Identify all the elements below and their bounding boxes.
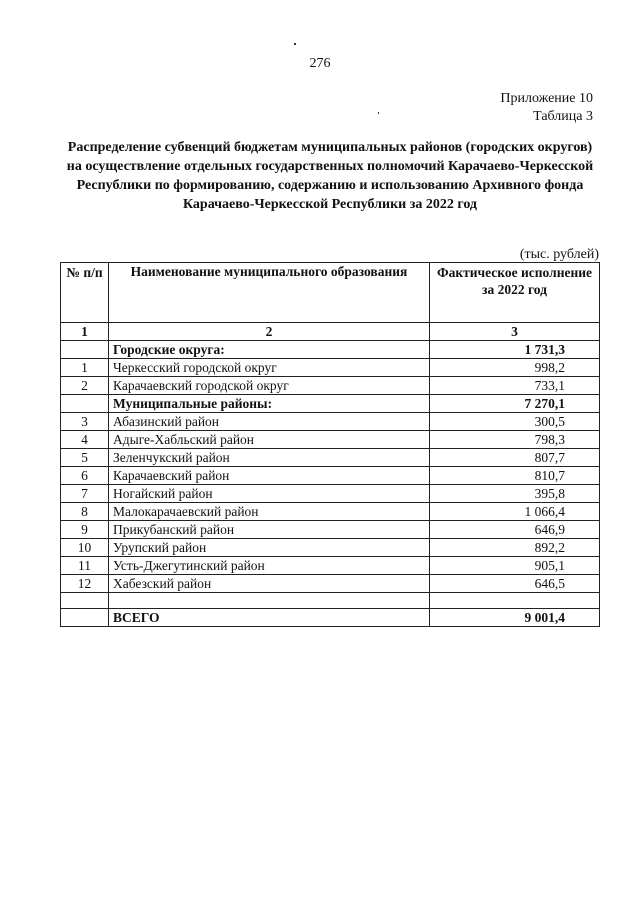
row-value: 810,7 — [430, 467, 600, 485]
row-name: Малокарачаевский район — [109, 503, 430, 521]
row-num: 1 — [61, 359, 109, 377]
row-name: Хабезский район — [109, 575, 430, 593]
table-row — [61, 467, 600, 485]
table-row — [61, 449, 600, 467]
row-num: 10 — [61, 539, 109, 557]
row-num: 3 — [61, 413, 109, 431]
row-value: 395,8 — [430, 485, 600, 503]
row-num: 7 — [61, 485, 109, 503]
row-name: Абазинский район — [109, 413, 430, 431]
column-number-row — [61, 323, 600, 341]
row-value: 892,2 — [430, 539, 600, 557]
table-row — [61, 377, 600, 395]
row-num: 9 — [61, 521, 109, 539]
row-name: Черкесский городской округ — [109, 359, 430, 377]
document-title: Распределение субвенций бюджетам муниципальных районов (городских округов) на осуществление отдельных государственных полномочий Карачаево-Черкесской Республики по формированию, содержанию и использованию Архивного фонда Карачаево-Черкесской Республики за 2022 год — [66, 140, 594, 212]
total-value: 9 001,4 — [430, 609, 600, 627]
row-value: 807,7 — [430, 449, 600, 467]
table-row — [61, 503, 600, 521]
table-number: Таблица 3 — [533, 109, 593, 124]
annex-line: Приложение 10 — [500, 91, 593, 106]
total-label: ВСЕГО — [109, 609, 430, 627]
col-number: 3 — [430, 323, 600, 341]
table-row — [61, 557, 600, 575]
row-name: Карачаевский район — [109, 467, 430, 485]
group-label: Муниципальные районы: — [109, 395, 430, 413]
table-row — [61, 413, 600, 431]
row-name: Урупский район — [109, 539, 430, 557]
row-value: 798,3 — [430, 431, 600, 449]
row-name: Усть-Джегутинский район — [109, 557, 430, 575]
row-value: 646,9 — [430, 521, 600, 539]
table-row — [61, 521, 600, 539]
group-row-districts — [61, 395, 600, 413]
row-num: 8 — [61, 503, 109, 521]
row-value: 1 066,4 — [430, 503, 600, 521]
row-value: 300,5 — [430, 413, 600, 431]
table-header-row — [61, 263, 600, 323]
row-name: Зеленчукский район — [109, 449, 430, 467]
row-value: 646,5 — [430, 575, 600, 593]
table-row — [61, 431, 600, 449]
header-value: Фактическое исполнение за 2022 год — [430, 263, 600, 323]
row-num: 12 — [61, 575, 109, 593]
header-num: № п/п — [61, 263, 109, 323]
annex-label — [500, 90, 593, 126]
row-name: Прикубанский район — [109, 521, 430, 539]
group-label: Городские округа: — [109, 341, 430, 359]
row-num: 4 — [61, 431, 109, 449]
row-value: 998,2 — [430, 359, 600, 377]
col-number: 1 — [61, 323, 109, 341]
scan-speck — [294, 43, 296, 45]
group-value: 1 731,3 — [430, 341, 600, 359]
page-number: 276 — [309, 56, 331, 71]
table-row — [61, 575, 600, 593]
row-num: 5 — [61, 449, 109, 467]
row-name: Адыге-Хабльский район — [109, 431, 430, 449]
header-name: Наименование муниципального образования — [109, 263, 430, 323]
total-row — [61, 609, 600, 627]
row-num: 6 — [61, 467, 109, 485]
row-num: 11 — [61, 557, 109, 575]
row-name: Карачаевский городской округ — [109, 377, 430, 395]
scan-speck — [378, 112, 379, 114]
subvention-table — [60, 262, 600, 627]
group-value: 7 270,1 — [430, 395, 600, 413]
row-name: Ногайский район — [109, 485, 430, 503]
row-num: 2 — [61, 377, 109, 395]
table-row — [61, 485, 600, 503]
row-value: 733,1 — [430, 377, 600, 395]
units-label: (тыс. рублей) — [519, 247, 599, 262]
blank-row — [61, 593, 600, 609]
table-row — [61, 359, 600, 377]
table-row — [61, 539, 600, 557]
col-number: 2 — [109, 323, 430, 341]
group-row-urban — [61, 341, 600, 359]
row-value: 905,1 — [430, 557, 600, 575]
